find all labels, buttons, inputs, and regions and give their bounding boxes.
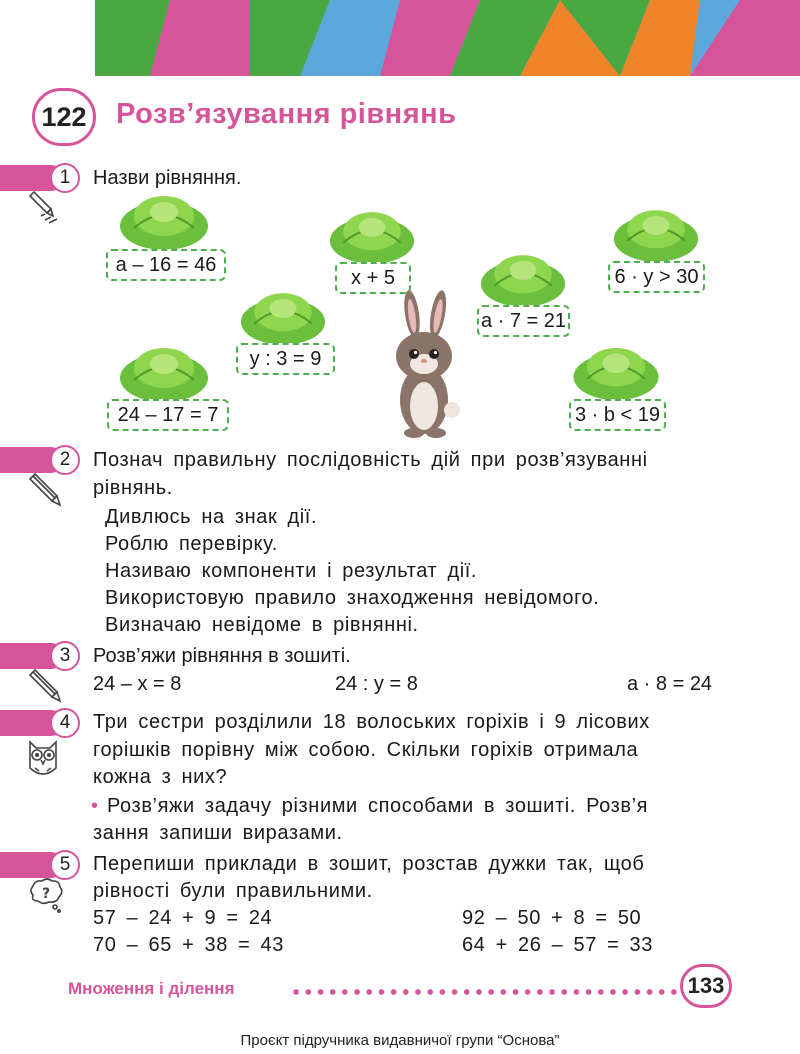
question-bubble-icon bbox=[27, 877, 65, 913]
task-4-text-line1: Три сестри розділили 18 волоських горіхів і 9 лісових bbox=[93, 711, 650, 733]
step-item: Називаю компоненти і результат дії. bbox=[105, 560, 478, 582]
cabbage-illustration bbox=[328, 208, 416, 266]
svg-text:?: ? bbox=[41, 886, 51, 902]
task-2-number: 2 bbox=[50, 445, 80, 475]
expression-box: x + 5 bbox=[335, 262, 411, 294]
task-3-text: Розв’яжи рівняння в зошиті. bbox=[93, 645, 351, 667]
dotted-leader bbox=[290, 987, 680, 997]
equality-box: 24 – 17 = 7 bbox=[107, 399, 229, 431]
cabbage-illustration bbox=[239, 289, 327, 347]
lesson-number: 122 bbox=[32, 88, 96, 146]
task-4-text-line2: горішків порівну між собою. Скільки горіхів отримала bbox=[93, 739, 639, 761]
page-number: 133 bbox=[680, 964, 732, 1008]
cabbage-illustration bbox=[118, 344, 210, 404]
section-label: Множення і ділення bbox=[68, 979, 235, 998]
owl-icon bbox=[26, 738, 60, 780]
step-item: Роблю перевірку. bbox=[105, 533, 278, 555]
equation-item: 24 : y = 8 bbox=[335, 673, 418, 695]
task-2-text-line2: рівнянь. bbox=[93, 477, 173, 499]
task-5-text-line1: Перепиши приклади в зошит, розстав дужки так, щоб bbox=[93, 853, 645, 875]
cabbage-illustration bbox=[571, 344, 661, 402]
step-item: Використовую правило знаходження невідомого. bbox=[105, 587, 600, 609]
task-4-subtask-line2: зання запиши виразами. bbox=[93, 822, 343, 844]
inequality-box: 6 · y > 30 bbox=[608, 261, 705, 293]
task-4-text-line3: кожна з них? bbox=[93, 766, 228, 788]
example-item: 70 – 65 + 38 = 43 bbox=[93, 934, 285, 956]
task-5-number: 5 bbox=[50, 850, 80, 880]
step-item: Визначаю невідоме в рівнянні. bbox=[105, 614, 419, 636]
equation-box: a · 7 = 21 bbox=[477, 305, 570, 337]
decorative-banner bbox=[0, 0, 800, 90]
cabbage-illustration bbox=[118, 192, 210, 252]
bullet-marker: • bbox=[91, 795, 99, 817]
inequality-box: 3 · b < 19 bbox=[569, 399, 666, 431]
pencil-icon bbox=[27, 668, 63, 704]
equation-box: y : 3 = 9 bbox=[236, 343, 335, 375]
task-3-number: 3 bbox=[50, 641, 80, 671]
publisher-credit: Проєкт підручника видавничої групи “Основа” bbox=[240, 1032, 560, 1049]
task-1-number: 1 bbox=[50, 163, 80, 193]
pencil-icon bbox=[27, 190, 61, 224]
pencil-icon bbox=[27, 472, 63, 508]
task-5-text-line2: рівності були правильними. bbox=[93, 880, 373, 902]
lesson-title: Розв’язування рівнянь bbox=[116, 98, 457, 130]
rabbit-illustration bbox=[386, 288, 464, 438]
task-4-number: 4 bbox=[50, 708, 80, 738]
task-2-text-line1: Познач правильну послідовність дій при розв’язуванні bbox=[93, 449, 648, 471]
cabbage-illustration bbox=[612, 206, 700, 264]
example-item: 64 + 26 – 57 = 33 bbox=[462, 934, 654, 956]
equation-item: 24 – x = 8 bbox=[93, 673, 182, 695]
task-4-subtask-line1: Розв’яжи задачу різними способами в зошиті. Розв’я bbox=[107, 795, 649, 817]
task-1-text: Назви рівняння. bbox=[93, 167, 242, 189]
equation-box: a – 16 = 46 bbox=[106, 249, 226, 281]
cabbage-illustration bbox=[479, 251, 567, 309]
equation-item: a · 8 = 24 bbox=[627, 673, 713, 695]
example-item: 92 – 50 + 8 = 50 bbox=[462, 907, 642, 929]
step-item: Дивлюсь на знак дії. bbox=[105, 506, 318, 528]
example-item: 57 – 24 + 9 = 24 bbox=[93, 907, 273, 929]
